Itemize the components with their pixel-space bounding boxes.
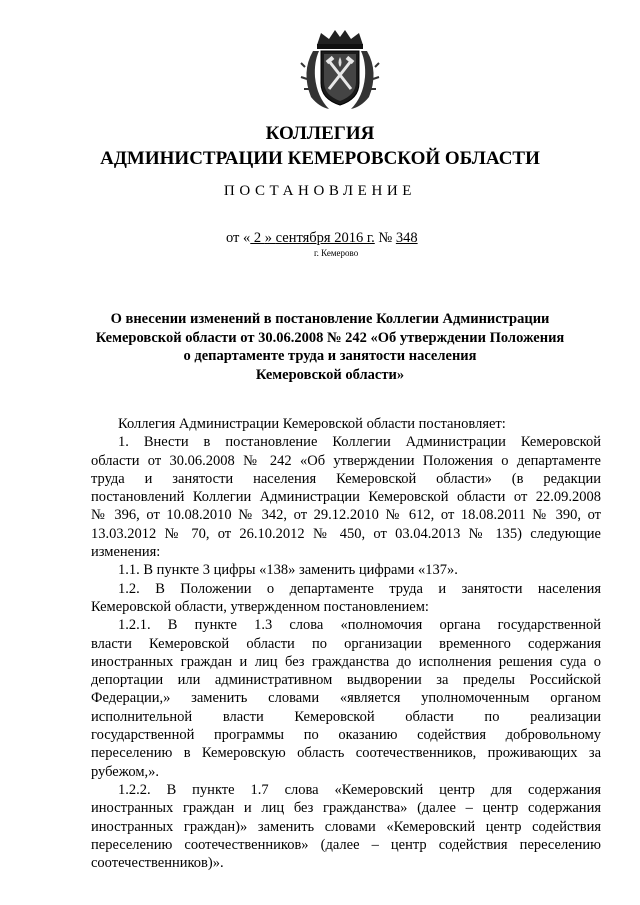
paragraph-1-2-1-line: государственной программы по оказанию содействия добровольному bbox=[91, 727, 601, 744]
paragraph-1-line: области от 30.06.2008 № 242 «Об утверждении Положения о департаменте bbox=[91, 452, 601, 469]
title-line: О внесении изменений в постановление Коллегии Администрации bbox=[110, 311, 550, 327]
coat-of-arms-emblem bbox=[299, 27, 381, 111]
paragraph-1-line: 13.03.2012 № 70, от 26.10.2012 № 450, от 03.04.2013 № 135) следующие bbox=[91, 525, 601, 542]
paragraph-1-2-1-line: депортации или административном выдворении за пределы Российской bbox=[91, 672, 601, 689]
document-type: ПОСТАНОВЛЕНИЕ bbox=[223, 183, 417, 199]
document-number: 348 bbox=[395, 230, 418, 246]
date-month-year: сентября 2016 г. bbox=[275, 230, 375, 246]
paragraph-1-1: 1.1. В пункте 3 цифры «138» заменить цифрами «137». bbox=[118, 562, 458, 579]
org-name-line2: АДМИНИСТРАЦИИ КЕМЕРОВСКОЙ ОБЛАСТИ bbox=[100, 148, 540, 169]
document-date-line bbox=[226, 230, 418, 247]
paragraph-1-line: изменения: bbox=[91, 544, 161, 561]
city-label: г. Кемерово bbox=[314, 248, 359, 258]
paragraph-1-2-1-line: переселению в Кемеровскую область соотечественников, проживающих за bbox=[91, 745, 601, 762]
date-prefix: от « bbox=[226, 230, 251, 246]
title-line: Кемеровской области от 30.06.2008 № 242 «Об утверждении Положения bbox=[95, 329, 565, 346]
paragraph-1-2-1-line: Федерации,» заменить словами «является уполномоченным органом bbox=[91, 690, 601, 707]
paragraph-1-2-2-line: соотечественников)». bbox=[91, 855, 224, 872]
paragraph-1-2-1-line: 1.2.1. В пункте 1.3 слова «полномочия органа государственной bbox=[118, 617, 601, 634]
paragraph-1-2-2-line: 1.2.2. В пункте 1.7 слова «Кемеровский центр для содержания bbox=[118, 781, 601, 798]
paragraph-1-line: 1. Внести в постановление Коллегии Администрации Кемеровской bbox=[118, 434, 601, 451]
date-mid: » bbox=[264, 230, 276, 246]
paragraph-1-line: труда и занятости населения Кемеровской области» (в редакции bbox=[91, 470, 601, 487]
paragraph-1-2-line: Кемеровской области, утвержденном постановлением: bbox=[91, 598, 429, 615]
document-body bbox=[91, 415, 601, 872]
paragraph-1-2-2-line: иностранных граждан и лиц без гражданства» (далее – центр содержания bbox=[91, 800, 601, 817]
paragraph-1-2-1-line: рубежом,». bbox=[91, 763, 160, 780]
paragraph-1-line: № 396, от 10.08.2010 № 342, от 29.12.2010 № 612, от 18.08.2011 № 390, от bbox=[91, 507, 601, 524]
paragraph-1-2-1-line: исполнительной власти Кемеровской области по реализации bbox=[91, 708, 601, 725]
paragraph-1-2-line: 1.2. В Положении о департаменте труда и занятости населения bbox=[118, 580, 601, 597]
title-line: Кемеровской области» bbox=[255, 366, 405, 383]
org-name-line1: КОЛЛЕГИЯ bbox=[265, 123, 375, 144]
paragraph-1-2-2-line: иностранных граждан)» заменить словами «Кемеровский центр содействия bbox=[91, 818, 601, 835]
intro-paragraph: Коллегия Администрации Кемеровской области постановляет: bbox=[118, 416, 506, 432]
document-title bbox=[60, 310, 600, 384]
paragraph-1-2-1-line: иностранных граждан и лиц без гражданства до исполнения решения суда о bbox=[91, 653, 601, 670]
date-day: 2 bbox=[250, 230, 265, 246]
title-line: о департаменте труда и занятости населения bbox=[183, 348, 477, 364]
paragraph-1-2-2-line: переселению соотечественников» (далее – центр содействия переселению bbox=[91, 836, 601, 853]
number-label: № bbox=[374, 230, 396, 246]
paragraph-1-line: постановлений Коллегии Администрации Кемеровской области от 22.09.2008 bbox=[91, 489, 601, 506]
paragraph-1-2-1-line: власти Кемеровской области по организации временного содержания bbox=[91, 635, 601, 652]
